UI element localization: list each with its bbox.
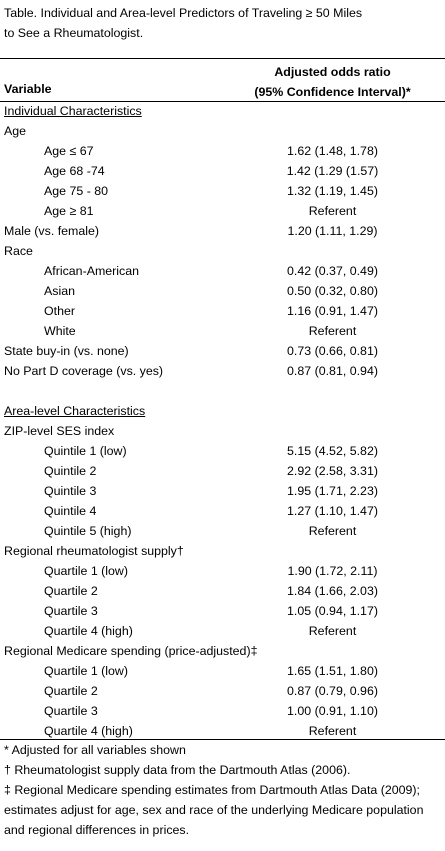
row-value: 1.16 (0.91, 1.47) bbox=[287, 304, 378, 318]
table-row bbox=[0, 281, 445, 301]
table-row bbox=[0, 141, 445, 161]
table-row bbox=[0, 481, 445, 501]
table-row bbox=[0, 641, 445, 661]
table-row bbox=[0, 181, 445, 201]
row-value: 1.65 (1.51, 1.80) bbox=[287, 664, 378, 678]
row-label: Age bbox=[4, 124, 27, 138]
row-label: Age 68 -74 bbox=[44, 164, 105, 178]
row-value: 1.32 (1.19, 1.45) bbox=[287, 184, 378, 198]
row-label: Quintile 5 (high) bbox=[44, 524, 132, 538]
row-label: Quartile 3 bbox=[44, 604, 98, 618]
table-title-line-2: to See a Rheumatologist. bbox=[4, 26, 144, 40]
header-or-line-2: (95% Confidence Interval)* bbox=[254, 85, 411, 99]
table-row bbox=[0, 321, 445, 341]
row-label: Quartile 1 (low) bbox=[44, 564, 129, 578]
table-row bbox=[0, 421, 445, 441]
row-value: Referent bbox=[308, 524, 357, 538]
row-label: White bbox=[44, 324, 76, 338]
section-heading-row bbox=[0, 401, 445, 421]
table-row bbox=[0, 301, 445, 321]
row-label: Age ≥ 81 bbox=[44, 204, 94, 218]
row-label: Race bbox=[4, 244, 33, 258]
row-value: 1.00 (0.91, 1.10) bbox=[287, 704, 378, 718]
table-row bbox=[0, 201, 445, 221]
row-label: Quintile 4 bbox=[44, 504, 97, 518]
table-row bbox=[0, 721, 445, 741]
row-label: Quartile 2 bbox=[44, 684, 98, 698]
row-value: Referent bbox=[308, 624, 357, 638]
row-label: Quartile 4 (high) bbox=[44, 624, 133, 638]
row-label: Quartile 2 bbox=[44, 584, 98, 598]
row-label: Asian bbox=[44, 284, 75, 298]
table-row bbox=[0, 581, 445, 601]
row-value: 0.42 (0.37, 0.49) bbox=[287, 264, 378, 278]
row-label: Other bbox=[44, 304, 75, 318]
row-label: Quintile 3 bbox=[44, 484, 97, 498]
table-row bbox=[0, 441, 445, 461]
header-odds-ratio bbox=[220, 62, 445, 102]
row-label: African-American bbox=[44, 264, 140, 278]
row-label: Male (vs. female) bbox=[4, 224, 100, 238]
top-rule bbox=[0, 58, 445, 59]
row-value: 1.27 (1.10, 1.47) bbox=[287, 504, 378, 518]
table-row bbox=[0, 601, 445, 621]
table-row bbox=[0, 521, 445, 541]
table-row bbox=[0, 561, 445, 581]
table-row bbox=[0, 681, 445, 701]
table-row bbox=[0, 361, 445, 381]
row-value: 0.87 (0.81, 0.94) bbox=[287, 364, 378, 378]
row-label: State buy-in (vs. none) bbox=[4, 344, 129, 358]
table-row bbox=[0, 661, 445, 681]
table-row bbox=[0, 701, 445, 721]
header-or-line-1: Adjusted odds ratio bbox=[274, 65, 391, 79]
row-label: Quartile 3 bbox=[44, 704, 98, 718]
row-value: 1.20 (1.11, 1.29) bbox=[287, 224, 378, 238]
row-value: Referent bbox=[308, 724, 357, 738]
row-value: 1.62 (1.48, 1.78) bbox=[287, 144, 378, 158]
table-row bbox=[0, 241, 445, 261]
row-label: ZIP-level SES index bbox=[4, 424, 115, 438]
row-label: Area-level Characteristics bbox=[4, 404, 146, 418]
row-value: 1.05 (0.94, 1.17) bbox=[287, 604, 378, 618]
row-value: 1.42 (1.29 (1.57) bbox=[286, 164, 379, 178]
row-value: 1.90 (1.72, 2.11) bbox=[287, 564, 378, 578]
row-label: No Part D coverage (vs. yes) bbox=[4, 364, 164, 378]
table-row bbox=[0, 341, 445, 361]
footnote-supply: † Rheumatologist supply data from the Dartmouth Atlas (2006). bbox=[4, 763, 351, 777]
row-value: 1.95 (1.71, 2.23) bbox=[287, 484, 378, 498]
row-value: 2.92 (2.58, 3.31) bbox=[287, 464, 378, 478]
footnote-spending: ‡ Regional Medicare spending estimates from Dartmouth Atlas Data (2009); estimates adjust for age, sex and race of the underlying Medicare population and regional differences in prices. bbox=[4, 783, 424, 837]
spacer-row bbox=[0, 381, 445, 401]
row-label: Quartile 4 (high) bbox=[44, 724, 133, 738]
row-value: 0.87 (0.79, 0.96) bbox=[287, 684, 378, 698]
header-variable: Variable bbox=[4, 82, 52, 96]
table-row bbox=[0, 461, 445, 481]
row-value: Referent bbox=[308, 324, 357, 338]
table-row bbox=[0, 261, 445, 281]
row-label: Quartile 1 (low) bbox=[44, 664, 129, 678]
table-title bbox=[4, 3, 441, 43]
row-label: Age 75 - 80 bbox=[44, 184, 109, 198]
table-row bbox=[0, 221, 445, 241]
table-title-line-1: Table. Individual and Area-level Predictors of Traveling ≥ 50 Miles bbox=[4, 6, 363, 20]
row-value: Referent bbox=[308, 204, 357, 218]
footnote-adjusted: * Adjusted for all variables shown bbox=[4, 743, 186, 757]
row-value: 5.15 (4.52, 5.82) bbox=[287, 444, 378, 458]
row-label: Regional Medicare spending (price-adjusted)‡ bbox=[4, 644, 258, 658]
row-value: 0.73 (0.66, 0.81) bbox=[287, 344, 378, 358]
table-row bbox=[0, 541, 445, 561]
section-heading-row bbox=[0, 101, 445, 121]
table-row bbox=[0, 121, 445, 141]
row-label: Quintile 1 (low) bbox=[44, 444, 127, 458]
table-row bbox=[0, 621, 445, 641]
row-label: Quintile 2 bbox=[44, 464, 97, 478]
row-label: Age ≤ 67 bbox=[44, 144, 94, 158]
row-label: Individual Characteristics bbox=[4, 104, 142, 118]
row-value: 1.84 (1.66, 2.03) bbox=[287, 584, 378, 598]
row-label: Regional rheumatologist supply† bbox=[4, 544, 184, 558]
table-row bbox=[0, 501, 445, 521]
table-row bbox=[0, 161, 445, 181]
row-value: 0.50 (0.32, 0.80) bbox=[287, 284, 378, 298]
